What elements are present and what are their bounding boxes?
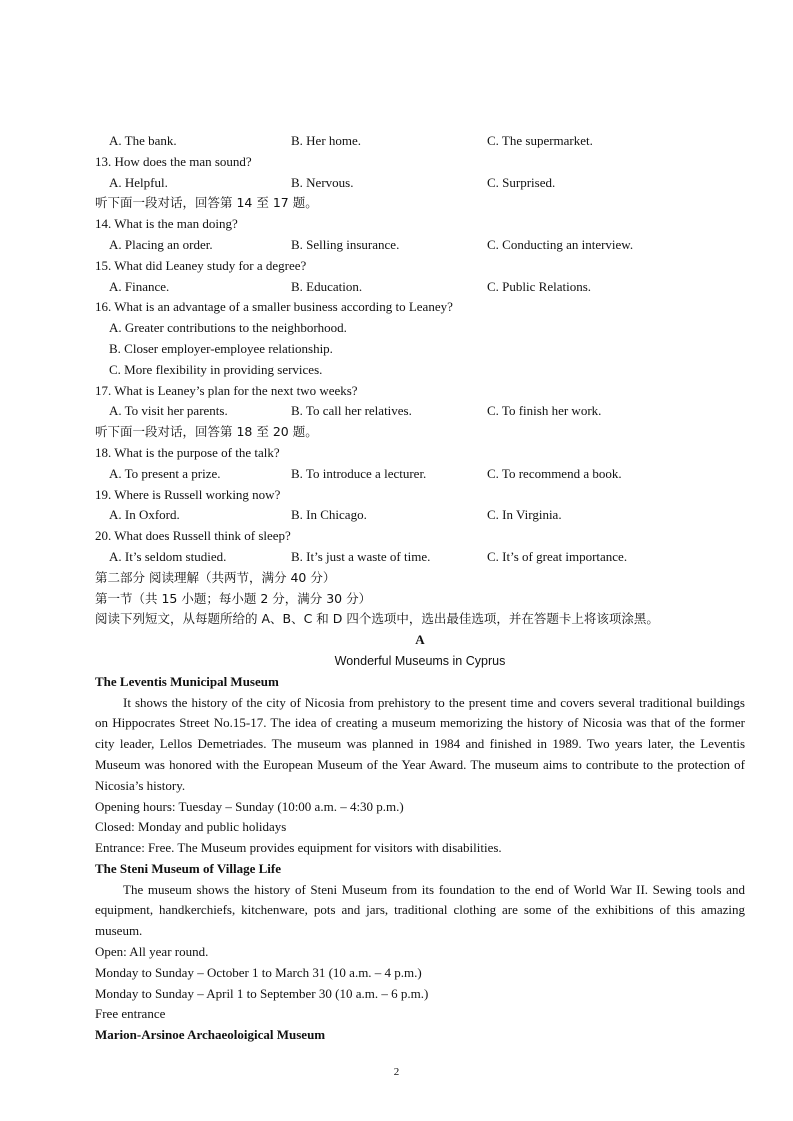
option-a: A. Helpful.	[109, 174, 168, 190]
options-row-q17	[95, 401, 745, 422]
options-row-q13	[95, 173, 745, 194]
museum-1-hours: Opening hours: Tuesday – Sunday (10:00 a.m. – 4:30 p.m.)	[95, 798, 404, 814]
question-14-stem: 14. What is the man doing?	[95, 216, 238, 232]
page-number: 2	[393, 1066, 400, 1078]
passage-title: Wonderful Museums in Cyprus	[334, 653, 506, 668]
question-13-stem: 13. How does the man sound?	[95, 153, 252, 169]
museum-1-description: It shows the history of the city of Nicosia from prehistory to the present time and covers several traditional buildings on Hippocrates Street No.15-17. The idea of creating a museum memorizing the history of Nicosia was that of the former city leader, Lellos Demetriades. The museum was planned in 1984 and finished in 1989. Two years later, the Leventis Museum was honored with the European Museum of the Year Award. The museum aims to contribute to the protection of Nicosia’s history.	[95, 694, 745, 793]
option-c: C. The supermarket.	[487, 133, 593, 148]
option-c: C. It’s of great importance.	[487, 548, 628, 564]
museum-3-name: Marion-Arsinoe Archaeoloigical Museum	[95, 1027, 326, 1043]
section-1-title: 第一节（共 15 小题；每小题 2 分，满分 30 分）	[95, 590, 372, 606]
option-b: B. It’s just a waste of time.	[291, 548, 431, 564]
reading-instruction: 阅读下列短文，从每题所给的 A、B、C 和 D 四个选项中，选出最佳选项，并在答题卡上将该项涂黑。	[95, 611, 659, 627]
option-b: B. In Chicago.	[291, 507, 367, 523]
options-row-q18	[95, 464, 745, 485]
part-2-title: 第二部分 阅读理解（共两节，满分 40 分）	[95, 569, 336, 585]
question-18-stem: 18. What is the purpose of the talk?	[95, 444, 280, 460]
museum-2-name: The Steni Museum of Village Life	[95, 860, 281, 876]
options-row-q15	[95, 277, 745, 298]
exam-page	[95, 131, 745, 1046]
museum-2-open: Open: All year round.	[95, 944, 209, 960]
museum-2-description: The museum shows the history of Steni Museum from its foundation to the end of World War II. Sewing tools and equipment, handkerchiefs, kitchenware, pots and jars, traditional clothing are some of the exhibitions of this amazing museum.	[95, 881, 745, 939]
option-c: C. In Virginia.	[487, 507, 562, 523]
option-b: B. Closer employer-employee relationship.	[109, 340, 333, 356]
options-row-q12	[95, 131, 745, 152]
option-a: A. Finance.	[109, 278, 170, 294]
option-a: A. Placing an order.	[109, 236, 213, 252]
instruction-14-17: 听下面一段对话，回答第 14 至 17 题。	[95, 195, 318, 211]
question-16-stem: 16. What is an advantage of a smaller business according to Leaney?	[95, 299, 453, 315]
museum-2-winter-hours: Monday to Sunday – October 1 to March 31 (10 a.m. – 4 p.m.)	[95, 964, 422, 980]
options-row-q14	[95, 235, 745, 256]
options-row-q19	[95, 505, 745, 526]
instruction-18-20: 听下面一段对话，回答第 18 至 20 题。	[95, 424, 318, 440]
museum-1-entrance: Entrance: Free. The Museum provides equipment for visitors with disabilities.	[95, 840, 502, 856]
option-b: B. Education.	[291, 278, 363, 294]
passage-letter: A	[415, 632, 425, 648]
option-a: A. To present a prize.	[109, 465, 221, 481]
option-c: C. Surprised.	[487, 174, 556, 190]
option-c: C. Conducting an interview.	[487, 236, 634, 252]
option-a: A. To visit her parents.	[109, 403, 228, 419]
option-b: B. Selling insurance.	[291, 236, 400, 252]
option-b: B. To call her relatives.	[291, 403, 412, 419]
museum-2-entrance: Free entrance	[95, 1006, 166, 1022]
museum-2-summer-hours: Monday to Sunday – April 1 to September 30 (10 a.m. – 6 p.m.)	[95, 985, 429, 1001]
option-a: A. It’s seldom studied.	[109, 548, 227, 564]
question-20-stem: 20. What does Russell think of sleep?	[95, 528, 291, 544]
question-17-stem: 17. What is Leaney’s plan for the next two weeks?	[95, 382, 358, 398]
option-a: A. Greater contributions to the neighborhood.	[109, 320, 347, 336]
option-c: C. Public Relations.	[487, 278, 591, 294]
option-b: B. Nervous.	[291, 174, 354, 190]
option-b: B. Her home.	[291, 133, 362, 148]
option-a: A. In Oxford.	[109, 507, 180, 523]
question-15-stem: 15. What did Leaney study for a degree?	[95, 257, 307, 273]
option-c: C. To recommend a book.	[487, 465, 622, 481]
option-c: C. More flexibility in providing services.	[109, 361, 323, 377]
option-b: B. To introduce a lecturer.	[291, 465, 427, 481]
options-row-q20	[95, 547, 745, 568]
museum-1-name: The Leventis Municipal Museum	[95, 673, 279, 689]
question-19-stem: 19. Where is Russell working now?	[95, 486, 281, 502]
museum-1-closed: Closed: Monday and public holidays	[95, 819, 287, 835]
option-c: C. To finish her work.	[487, 403, 602, 419]
option-a: A. The bank.	[109, 133, 177, 148]
